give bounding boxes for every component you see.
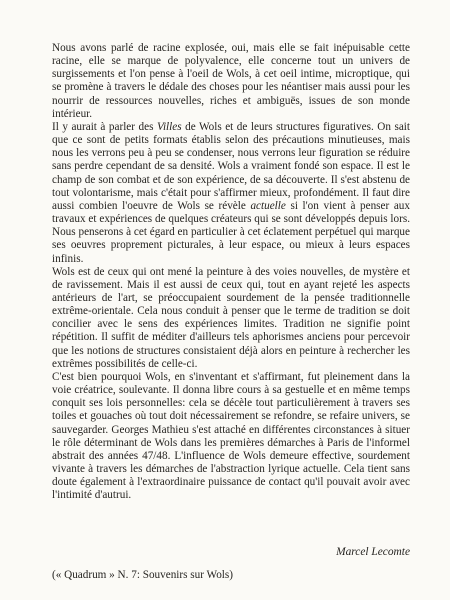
paragraph-2-actuelle: actuelle [250, 199, 286, 212]
paragraph-2-text-a: Il y aurait à parler des [52, 120, 157, 133]
paragraph-1 [52, 42, 410, 121]
paragraph-3-text: Wols est de ceux qui ont mené la peinture à des voies nouvelles, de mystère et de ravissement. Mais il est aussi de ceux qui, tout en ayant rejeté les aspects antérieurs de l'art, se préoccupaient sourdement de la pensée traditionnelle extrême-orientale. Cela nous conduit à penser que le terme de tradition se doit concilier avec le sens des expériences limites. Tradition ne signifie point répétition. Il suffit de méditer d'ailleurs tels aphorismes anciens pour percevoir que les notions de structures consistaient déjà alors en peinture à rechercher les extrêmes possibilités de celle-ci. [52, 265, 410, 370]
paragraph-2-text-c: si l'on vient à penser aux travaux et expériences de quelques créateurs qui se sont développés depuis lors. Nous penserons à cet égard en particulier à cet éclatement perpétuel qui marque ses oeuvres proprement picturales, à leur espace, ou mieux à leurs espaces infinis. [52, 199, 410, 265]
author-signature: Marcel Lecomte [336, 546, 410, 558]
paragraph-3 [52, 266, 410, 371]
paragraph-4 [52, 371, 410, 503]
article-body [52, 42, 410, 502]
paragraph-2 [52, 121, 410, 266]
paragraph-4-text: C'est bien pourquoi Wols, en s'inventant et s'affirmant, fut pleinement dans la voie créatrice, soulevante. Il donna libre cours à sa gestuelle et en même temps conquit ses lois personnelles: cela se décèle tout particulièrement à travers ses toiles et gouaches où tout doit nécessairement se refondre, se refaire univers, se sauvegarder. Georges Mathieu s'est attaché en différentes circonstances à situer le rôle déterminant de Wols dans les premières démarches à Paris de l'informel abstrait des années 47/48. L'influence de Wols demeure effective, sourdement vivante à travers les démarches de l'abstraction lyrique actuelle. Cela tient sans doute également à l'extraordinaire puissance de contact qu'il pouvait avoir avec l'intimité d'autrui. [52, 370, 410, 502]
paragraph-2-villes: Villes [156, 120, 182, 133]
paragraph-2-text-b: de Wols et de leurs structures figuratives. On sait que ce sont de petits formats établis selon des précautions minutieuses, mais nous les verrons peu à peu se condenser, nous verrons leur figuration se réduire sans perdre cependant de sa densité. Wols a vraiment fondé son espace. Il est le champ de son combat et de son expérience, de sa découverte. Il s'est abstenu de tout volontarisme, mais c'était pour s'affirmer mieux, profondément. Il faut dire aussi combien l'oeuvre de Wols se révèle [52, 120, 411, 212]
source-citation: (« Quadrum » N. 7: Souvenirs sur Wols) [52, 569, 233, 581]
paragraph-1-text: Nous avons parlé de racine explosée, oui, mais elle se fait inépuisable cette racine, elle se marque de polyvalence, elle concerne tout un univers de surgissements et l'on pense à l'oeil de Wols, à cet oeil intime, microptique, qui se promène à travers le dédale des choses pour les néantiser mais aussi pour les nourrir de ressources nouvelles, riches et ambiguës, issues de son monde intérieur. [52, 42, 410, 120]
